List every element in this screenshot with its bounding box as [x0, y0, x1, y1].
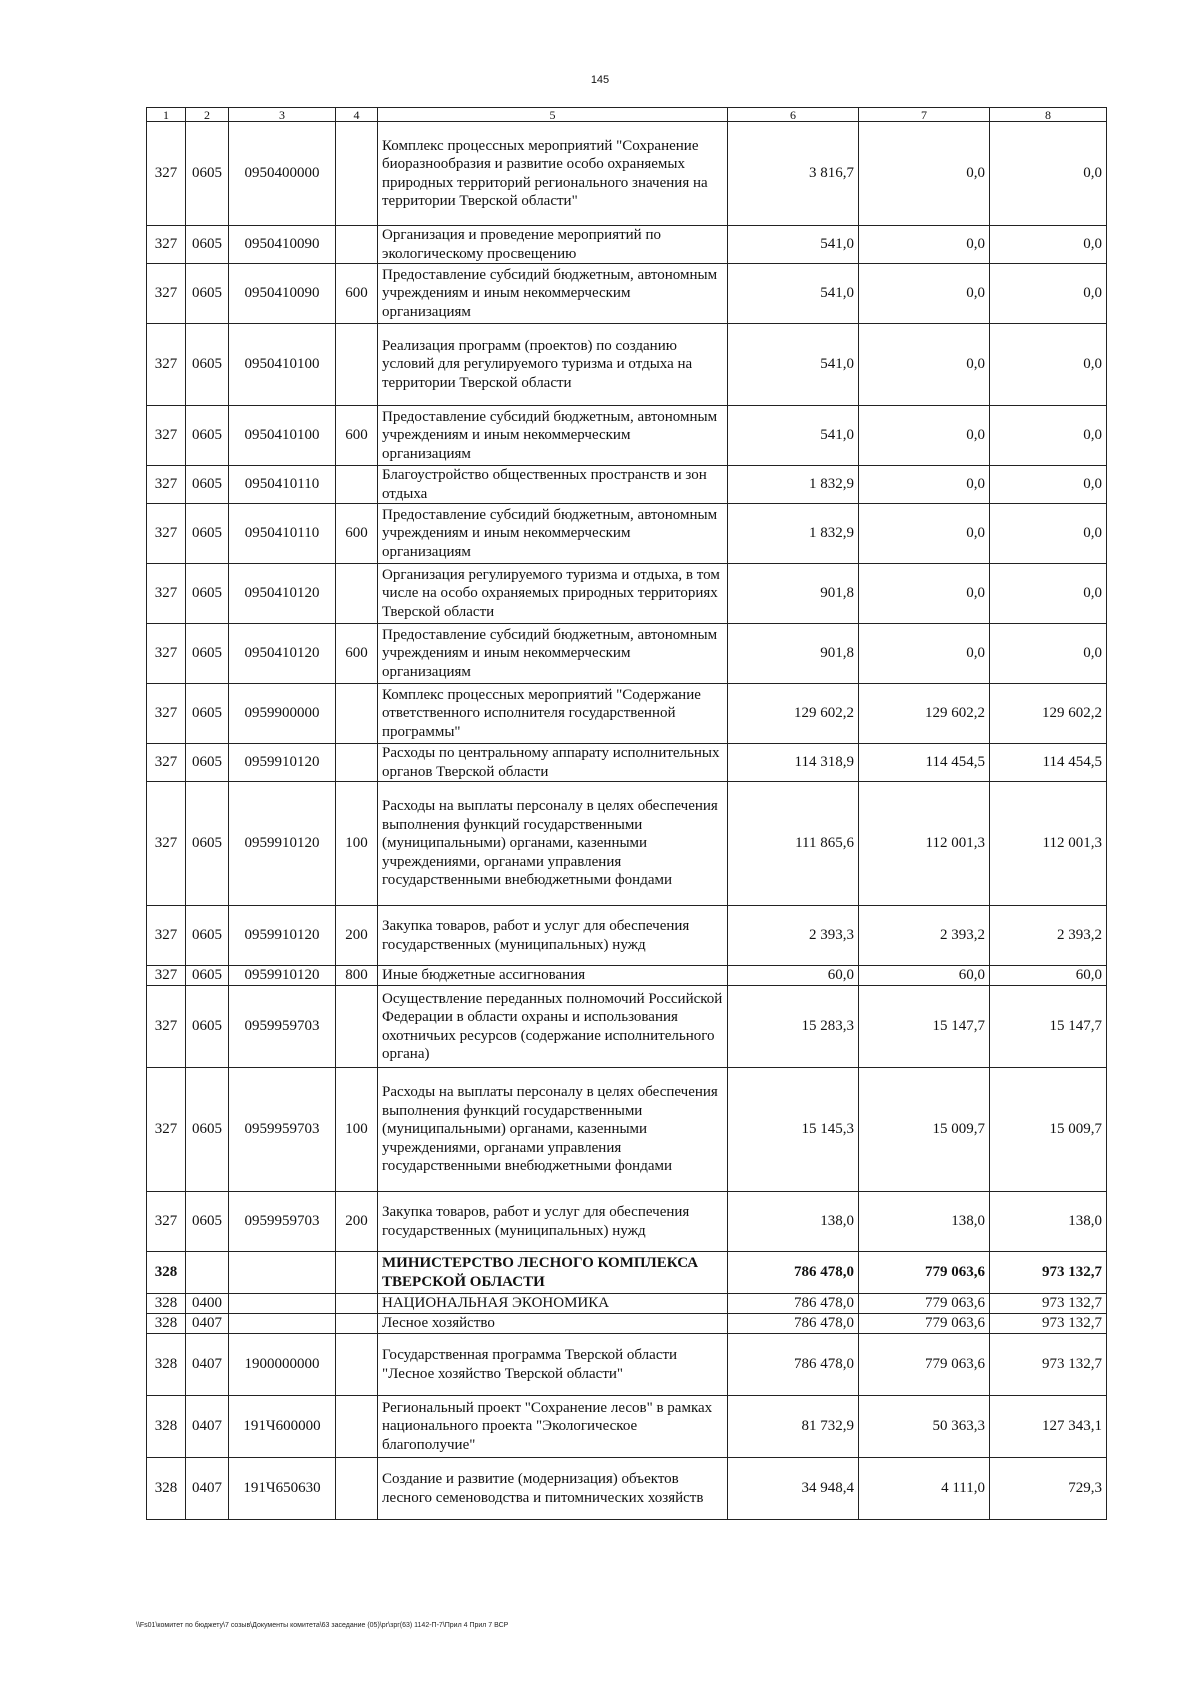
- admin-code-cell: 328: [147, 1396, 186, 1458]
- target-article-cell: 0959959703: [229, 1068, 336, 1192]
- amount-col7-cell: 112 001,3: [859, 782, 990, 906]
- header-row: [147, 108, 1107, 122]
- target-article-cell: 0959910120: [229, 782, 336, 906]
- amount-col7-cell: 0,0: [859, 504, 990, 564]
- amount-col8-cell: 127 343,1: [990, 1396, 1107, 1458]
- admin-code-cell: 327: [147, 986, 186, 1068]
- section-code-cell: 0407: [186, 1396, 229, 1458]
- table-body: [147, 122, 1107, 1520]
- amount-col6-cell: 541,0: [728, 264, 859, 324]
- amount-col8-cell: 0,0: [990, 122, 1107, 226]
- amount-col6-cell: 129 602,2: [728, 684, 859, 744]
- expense-type-cell: [336, 1252, 378, 1294]
- amount-col7-cell: 0,0: [859, 226, 990, 264]
- header-cell: 5: [378, 108, 728, 122]
- amount-col7-cell: 138,0: [859, 1192, 990, 1252]
- expense-type-cell: [336, 1334, 378, 1396]
- amount-col8-cell: 2 393,2: [990, 906, 1107, 966]
- amount-col7-cell: 0,0: [859, 466, 990, 504]
- amount-col8-cell: 0,0: [990, 564, 1107, 624]
- amount-col8-cell: 60,0: [990, 966, 1107, 986]
- amount-col6-cell: 786 478,0: [728, 1314, 859, 1334]
- header-cell: 2: [186, 108, 229, 122]
- admin-code-cell: 328: [147, 1252, 186, 1294]
- target-article-cell: 0959959703: [229, 986, 336, 1068]
- amount-col8-cell: 0,0: [990, 324, 1107, 406]
- amount-col6-cell: 3 816,7: [728, 122, 859, 226]
- description-cell: Предоставление субсидий бюджетным, автономным учреждениям и иным некоммерческим организациям: [378, 504, 728, 564]
- description-cell: Иные бюджетные ассигнования: [378, 966, 728, 986]
- admin-code-cell: 327: [147, 406, 186, 466]
- target-article-cell: 0950410120: [229, 624, 336, 684]
- section-code-cell: 0605: [186, 122, 229, 226]
- target-article-cell: 0950400000: [229, 122, 336, 226]
- amount-col8-cell: 973 132,7: [990, 1314, 1107, 1334]
- description-cell: Закупка товаров, работ и услуг для обеспечения государственных (муниципальных) нужд: [378, 906, 728, 966]
- description-cell: Комплекс процессных мероприятий "Сохранение биоразнообразия и развитие особо охраняемых природных территорий регионального значения на территории Тверской области": [378, 122, 728, 226]
- amount-col8-cell: 138,0: [990, 1192, 1107, 1252]
- section-code-cell: 0605: [186, 966, 229, 986]
- amount-col8-cell: 0,0: [990, 504, 1107, 564]
- amount-col7-cell: 0,0: [859, 624, 990, 684]
- target-article-cell: [229, 1252, 336, 1294]
- admin-code-cell: 327: [147, 1192, 186, 1252]
- header-cell: 6: [728, 108, 859, 122]
- amount-col7-cell: 779 063,6: [859, 1314, 990, 1334]
- table-row: [147, 406, 1107, 466]
- amount-col7-cell: 779 063,6: [859, 1334, 990, 1396]
- amount-col6-cell: 901,8: [728, 564, 859, 624]
- target-article-cell: 0950410090: [229, 264, 336, 324]
- amount-col6-cell: 786 478,0: [728, 1334, 859, 1396]
- amount-col8-cell: 729,3: [990, 1458, 1107, 1520]
- amount-col6-cell: 786 478,0: [728, 1294, 859, 1314]
- table-row: [147, 744, 1107, 782]
- amount-col7-cell: 779 063,6: [859, 1294, 990, 1314]
- amount-col7-cell: 0,0: [859, 406, 990, 466]
- expense-type-cell: 100: [336, 782, 378, 906]
- table-row: [147, 466, 1107, 504]
- table-row: [147, 1458, 1107, 1520]
- target-article-cell: 0959910120: [229, 744, 336, 782]
- amount-col8-cell: 129 602,2: [990, 684, 1107, 744]
- admin-code-cell: 328: [147, 1334, 186, 1396]
- amount-col7-cell: 129 602,2: [859, 684, 990, 744]
- target-article-cell: 0950410110: [229, 504, 336, 564]
- expense-type-cell: [336, 986, 378, 1068]
- section-code-cell: 0605: [186, 986, 229, 1068]
- admin-code-cell: 328: [147, 1458, 186, 1520]
- description-cell: Региональный проект "Сохранение лесов" в рамках национального проекта "Экологическое благополучие": [378, 1396, 728, 1458]
- admin-code-cell: 327: [147, 624, 186, 684]
- expense-type-cell: [336, 1294, 378, 1314]
- amount-col6-cell: 138,0: [728, 1192, 859, 1252]
- description-cell: Лесное хозяйство: [378, 1314, 728, 1334]
- table-row: [147, 906, 1107, 966]
- target-article-cell: 191Ч650630: [229, 1458, 336, 1520]
- amount-col7-cell: 50 363,3: [859, 1396, 990, 1458]
- section-code-cell: 0605: [186, 684, 229, 744]
- description-cell: Благоустройство общественных пространств и зон отдыха: [378, 466, 728, 504]
- expense-type-cell: 200: [336, 906, 378, 966]
- target-article-cell: 1900000000: [229, 1334, 336, 1396]
- table-row: [147, 264, 1107, 324]
- admin-code-cell: 327: [147, 906, 186, 966]
- target-article-cell: 0950410090: [229, 226, 336, 264]
- expense-type-cell: 200: [336, 1192, 378, 1252]
- section-code-cell: 0605: [186, 1192, 229, 1252]
- table-row: [147, 122, 1107, 226]
- amount-col7-cell: 0,0: [859, 122, 990, 226]
- section-code-cell: 0605: [186, 744, 229, 782]
- expense-type-cell: 600: [336, 624, 378, 684]
- header-cell: 3: [229, 108, 336, 122]
- target-article-cell: 0950410100: [229, 324, 336, 406]
- target-article-cell: [229, 1314, 336, 1334]
- expense-type-cell: [336, 684, 378, 744]
- table-row: [147, 1314, 1107, 1334]
- section-code-cell: 0407: [186, 1314, 229, 1334]
- amount-col6-cell: 1 832,9: [728, 466, 859, 504]
- amount-col6-cell: 1 832,9: [728, 504, 859, 564]
- description-cell: МИНИСТЕРСТВО ЛЕСНОГО КОМПЛЕКСА ТВЕРСКОЙ ОБЛАСТИ: [378, 1252, 728, 1294]
- description-cell: Предоставление субсидий бюджетным, автономным учреждениям и иным некоммерческим организациям: [378, 406, 728, 466]
- admin-code-cell: 327: [147, 122, 186, 226]
- amount-col6-cell: 15 283,3: [728, 986, 859, 1068]
- target-article-cell: [229, 1294, 336, 1314]
- admin-code-cell: 327: [147, 564, 186, 624]
- expense-type-cell: [336, 1458, 378, 1520]
- amount-col6-cell: 60,0: [728, 966, 859, 986]
- amount-col8-cell: 973 132,7: [990, 1334, 1107, 1396]
- page-number: 145: [590, 74, 610, 86]
- table-row: [147, 226, 1107, 264]
- section-code-cell: 0605: [186, 624, 229, 684]
- admin-code-cell: 327: [147, 744, 186, 782]
- table-row: [147, 684, 1107, 744]
- amount-col8-cell: 0,0: [990, 624, 1107, 684]
- header-cell: 1: [147, 108, 186, 122]
- admin-code-cell: 327: [147, 966, 186, 986]
- header-cell: 8: [990, 108, 1107, 122]
- file-path-footer: \\Fs01\комитет по бюджету\7 созыв\Документы комитета\63 заседание (05)\рг\зрг(63) 1142-П-7\Прил 4 Прил 7 ВСР: [136, 1622, 509, 1629]
- expense-type-cell: 800: [336, 966, 378, 986]
- amount-col6-cell: 2 393,3: [728, 906, 859, 966]
- amount-col8-cell: 0,0: [990, 466, 1107, 504]
- amount-col7-cell: 779 063,6: [859, 1252, 990, 1294]
- target-article-cell: 0950410120: [229, 564, 336, 624]
- amount-col7-cell: 0,0: [859, 324, 990, 406]
- expense-type-cell: [336, 466, 378, 504]
- section-code-cell: 0400: [186, 1294, 229, 1314]
- amount-col8-cell: 112 001,3: [990, 782, 1107, 906]
- description-cell: Предоставление субсидий бюджетным, автономным учреждениям и иным некоммерческим организациям: [378, 264, 728, 324]
- amount-col8-cell: 15 147,7: [990, 986, 1107, 1068]
- description-cell: Создание и развитие (модернизация) объектов лесного семеноводства и питомнических хозяйств: [378, 1458, 728, 1520]
- amount-col6-cell: 111 865,6: [728, 782, 859, 906]
- description-cell: Реализация программ (проектов) по созданию условий для регулируемого туризма и отдыха на территории Тверской области: [378, 324, 728, 406]
- table-row: [147, 504, 1107, 564]
- target-article-cell: 0959959703: [229, 1192, 336, 1252]
- section-code-cell: 0605: [186, 226, 229, 264]
- table-row: [147, 1294, 1107, 1314]
- amount-col7-cell: 60,0: [859, 966, 990, 986]
- admin-code-cell: 327: [147, 782, 186, 906]
- table-row: [147, 564, 1107, 624]
- amount-col7-cell: 114 454,5: [859, 744, 990, 782]
- target-article-cell: 191Ч600000: [229, 1396, 336, 1458]
- section-code-cell: 0605: [186, 466, 229, 504]
- table-row: [147, 1068, 1107, 1192]
- admin-code-cell: 328: [147, 1314, 186, 1334]
- description-cell: Расходы по центральному аппарату исполнительных органов Тверской области: [378, 744, 728, 782]
- header-cell: 4: [336, 108, 378, 122]
- admin-code-cell: 327: [147, 324, 186, 406]
- amount-col6-cell: 541,0: [728, 226, 859, 264]
- table-row: [147, 782, 1107, 906]
- amount-col6-cell: 541,0: [728, 324, 859, 406]
- amount-col6-cell: 786 478,0: [728, 1252, 859, 1294]
- target-article-cell: 0950410100: [229, 406, 336, 466]
- expense-type-cell: [336, 564, 378, 624]
- amount-col8-cell: 973 132,7: [990, 1294, 1107, 1314]
- target-article-cell: 0959910120: [229, 966, 336, 986]
- budget-table: [146, 107, 1107, 1520]
- description-cell: Комплекс процессных мероприятий "Содержание ответственного исполнителя государственной программы": [378, 684, 728, 744]
- expense-type-cell: [336, 226, 378, 264]
- admin-code-cell: 327: [147, 684, 186, 744]
- section-code-cell: 0407: [186, 1334, 229, 1396]
- header-cell: 7: [859, 108, 990, 122]
- section-code-cell: 0605: [186, 264, 229, 324]
- section-code-cell: 0605: [186, 504, 229, 564]
- table-row: [147, 1396, 1107, 1458]
- target-article-cell: 0959900000: [229, 684, 336, 744]
- amount-col8-cell: 973 132,7: [990, 1252, 1107, 1294]
- expense-type-cell: 600: [336, 406, 378, 466]
- description-cell: Закупка товаров, работ и услуг для обеспечения государственных (муниципальных) нужд: [378, 1192, 728, 1252]
- section-code-cell: 0605: [186, 564, 229, 624]
- expense-type-cell: [336, 1396, 378, 1458]
- amount-col6-cell: 15 145,3: [728, 1068, 859, 1192]
- amount-col8-cell: 0,0: [990, 264, 1107, 324]
- amount-col7-cell: 15 147,7: [859, 986, 990, 1068]
- table-row: [147, 324, 1107, 406]
- table-row: [147, 1334, 1107, 1396]
- amount-col6-cell: 34 948,4: [728, 1458, 859, 1520]
- amount-col7-cell: 0,0: [859, 564, 990, 624]
- description-cell: НАЦИОНАЛЬНАЯ ЭКОНОМИКА: [378, 1294, 728, 1314]
- admin-code-cell: 328: [147, 1294, 186, 1314]
- amount-col6-cell: 81 732,9: [728, 1396, 859, 1458]
- admin-code-cell: 327: [147, 504, 186, 564]
- description-cell: Предоставление субсидий бюджетным, автономным учреждениям и иным некоммерческим организациям: [378, 624, 728, 684]
- expense-type-cell: 600: [336, 264, 378, 324]
- amount-col7-cell: 15 009,7: [859, 1068, 990, 1192]
- description-cell: Расходы на выплаты персоналу в целях обеспечения выполнения функций государственными (муниципальными) органами, казенными учреждениями, органами управления государственными внебюджетными фондами: [378, 782, 728, 906]
- expense-type-cell: [336, 122, 378, 226]
- admin-code-cell: 327: [147, 264, 186, 324]
- expense-type-cell: [336, 324, 378, 406]
- table-row: [147, 966, 1107, 986]
- expense-type-cell: 600: [336, 504, 378, 564]
- expense-type-cell: [336, 1314, 378, 1334]
- section-code-cell: 0605: [186, 324, 229, 406]
- section-code-cell: 0407: [186, 1458, 229, 1520]
- section-code-cell: 0605: [186, 406, 229, 466]
- section-code-cell: 0605: [186, 782, 229, 906]
- table-row: [147, 1252, 1107, 1294]
- table-row: [147, 1192, 1107, 1252]
- target-article-cell: 0950410110: [229, 466, 336, 504]
- amount-col7-cell: 0,0: [859, 264, 990, 324]
- admin-code-cell: 327: [147, 226, 186, 264]
- description-cell: Расходы на выплаты персоналу в целях обеспечения выполнения функций государственными (муниципальными) органами, казенными учреждениями, органами управления государственными внебюджетными фондами: [378, 1068, 728, 1192]
- table-row: [147, 986, 1107, 1068]
- amount-col8-cell: 0,0: [990, 406, 1107, 466]
- admin-code-cell: 327: [147, 1068, 186, 1192]
- section-code-cell: 0605: [186, 906, 229, 966]
- admin-code-cell: 327: [147, 466, 186, 504]
- amount-col7-cell: 4 111,0: [859, 1458, 990, 1520]
- amount-col8-cell: 0,0: [990, 226, 1107, 264]
- target-article-cell: 0959910120: [229, 906, 336, 966]
- amount-col6-cell: 541,0: [728, 406, 859, 466]
- description-cell: Организация регулируемого туризма и отдыха, в том числе на особо охраняемых природных территориях Тверской области: [378, 564, 728, 624]
- description-cell: Осуществление переданных полномочий Российской Федерации в области охраны и использования охотничьих ресурсов (содержание исполнительного органа): [378, 986, 728, 1068]
- expense-type-cell: [336, 744, 378, 782]
- description-cell: Организация и проведение мероприятий по экологическому просвещению: [378, 226, 728, 264]
- amount-col7-cell: 2 393,2: [859, 906, 990, 966]
- section-code-cell: 0605: [186, 1068, 229, 1192]
- amount-col6-cell: 901,8: [728, 624, 859, 684]
- section-code-cell: [186, 1252, 229, 1294]
- amount-col8-cell: 15 009,7: [990, 1068, 1107, 1192]
- amount-col6-cell: 114 318,9: [728, 744, 859, 782]
- table-row: [147, 624, 1107, 684]
- amount-col8-cell: 114 454,5: [990, 744, 1107, 782]
- description-cell: Государственная программа Тверской области "Лесное хозяйство Тверской области": [378, 1334, 728, 1396]
- expense-type-cell: 100: [336, 1068, 378, 1192]
